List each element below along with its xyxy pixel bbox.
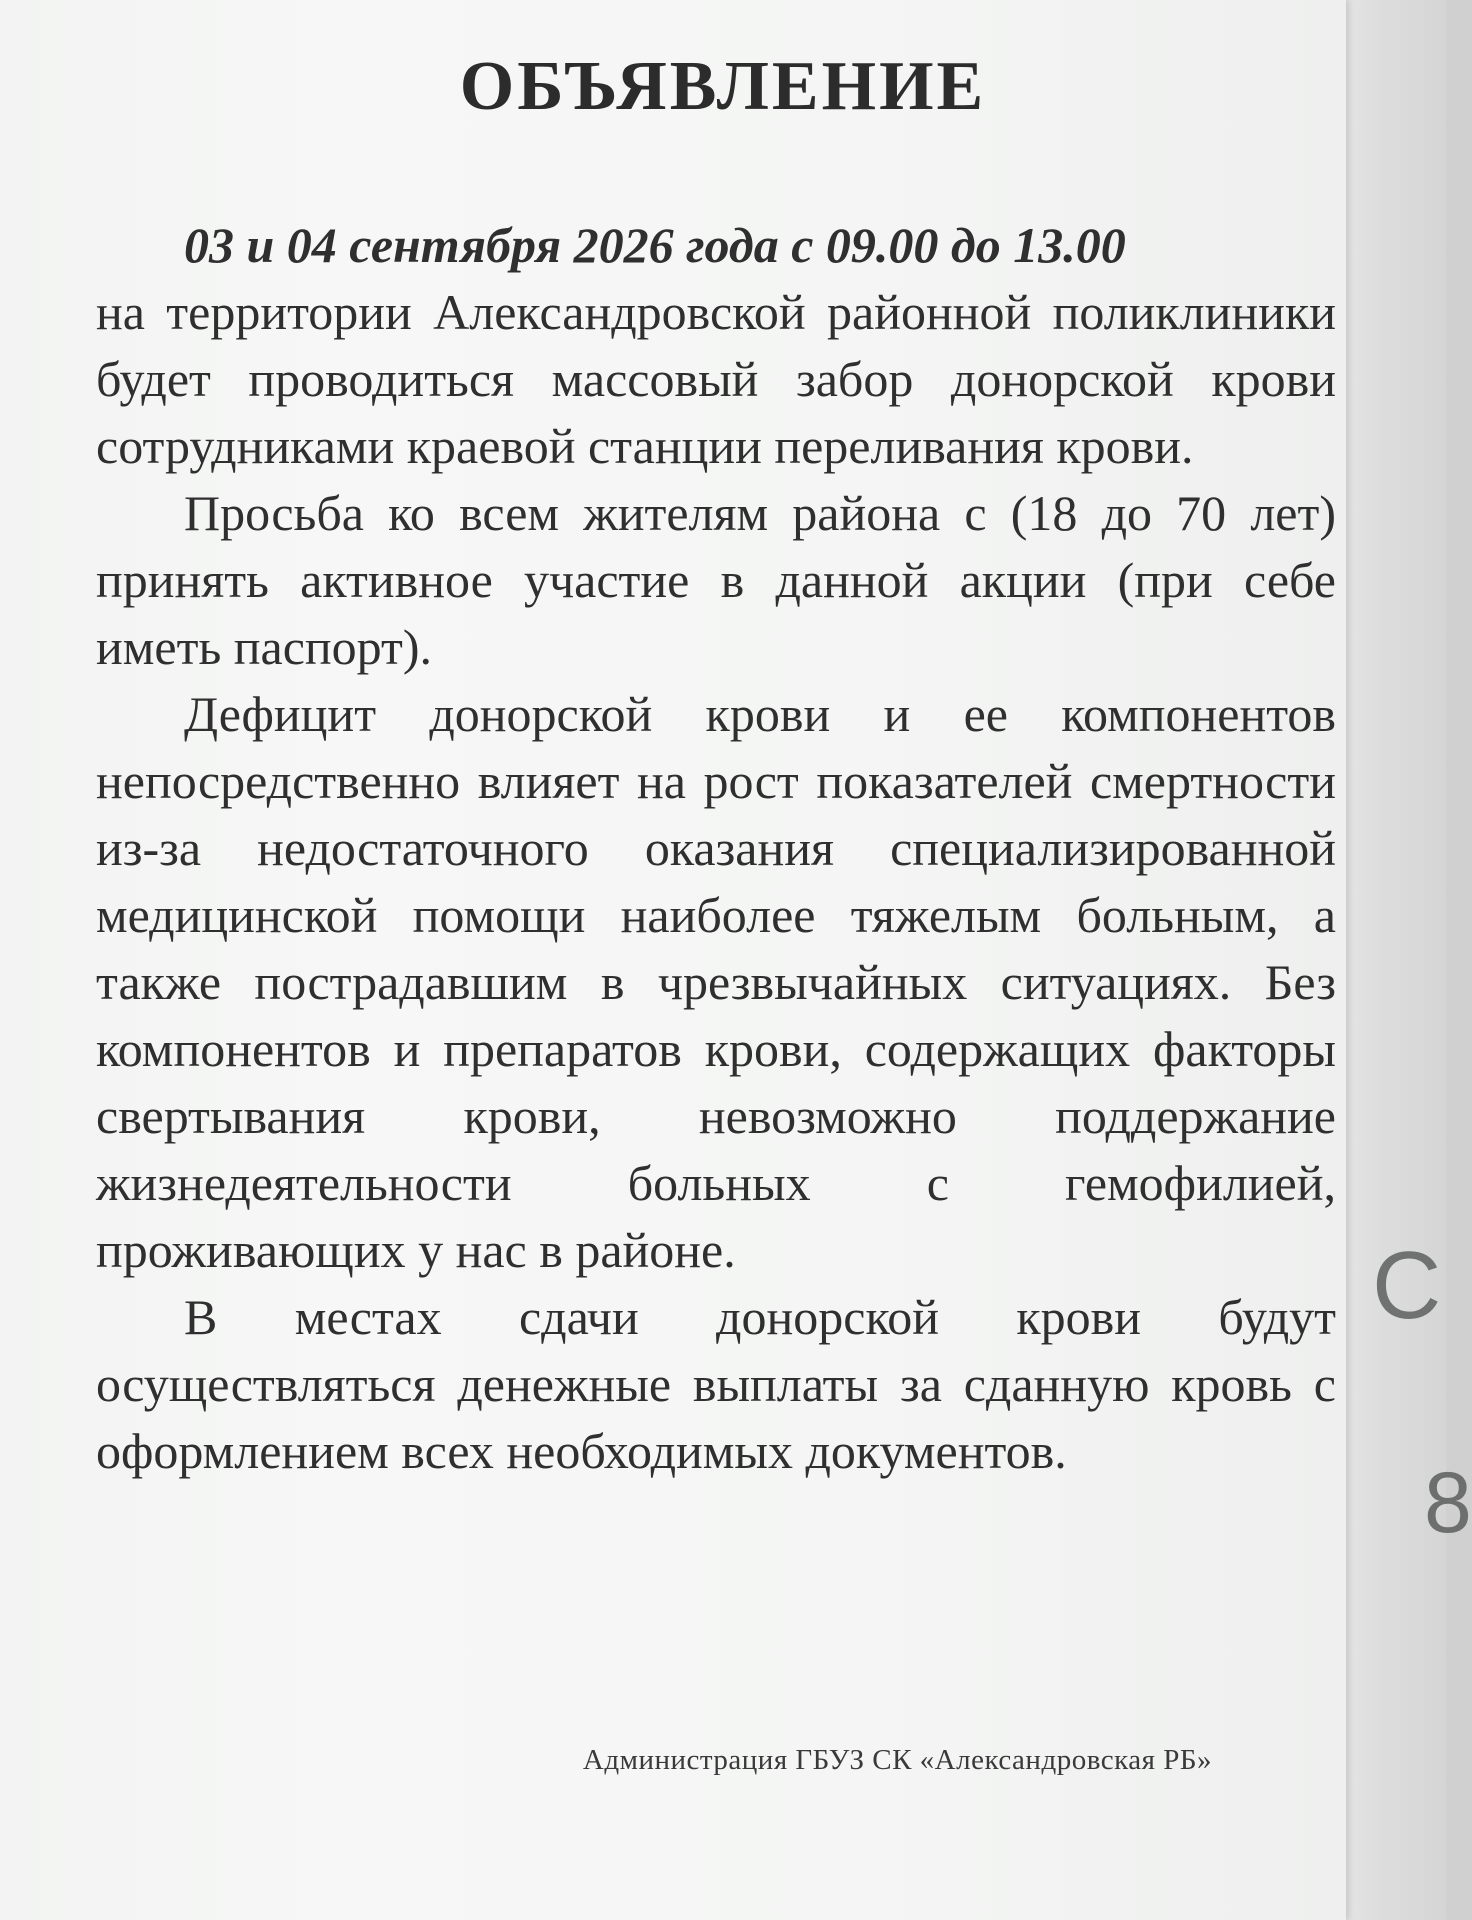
background-sheet-letter: С: [1372, 1232, 1442, 1339]
event-location-text: на территории Александровской районной поликлиники будет проводиться массовый забор донорской крови сотрудниками краевой станции переливания крови.: [96, 284, 1336, 474]
paragraph-payments: В местах сдачи донорской крови будут осуществляться денежные выплаты за сданную кровь с оформлением всех необходимых документов.: [96, 1289, 1336, 1479]
paragraph-deficit: Дефицит донорской крови и ее компонентов непосредственно влияет на рост показателей смертности из-за недостаточного оказания специализированной медицинской помощи наиболее тяжелым больным, а также пострадавшим в чрезвычайных ситуациях. Без компонентов и препаратов крови, содержащих факторы свертывания крови, невозможно поддержание жизнедеятельности больных с гемофилией, проживающих у нас в районе.: [96, 686, 1336, 1278]
paragraph-request: Просьба ко всем жителям района с (18 до 70 лет) принять активное участие в данной акции (при себе иметь паспорт).: [96, 485, 1336, 675]
background-sheet-letter: 8: [1424, 1455, 1472, 1551]
notice-title: ОБЪЯВЛЕНИЕ: [459, 48, 987, 125]
event-date: 03 и 04 сентября 2026 года с 09.00 до 13.00: [184, 217, 1126, 273]
background-sheet: [1340, 0, 1472, 1920]
notice-signature: Администрация ГБУЗ СК «Александровская РБ»: [582, 1744, 1212, 1776]
paragraph-event: [96, 212, 1336, 480]
notice-body: [96, 212, 1336, 1485]
